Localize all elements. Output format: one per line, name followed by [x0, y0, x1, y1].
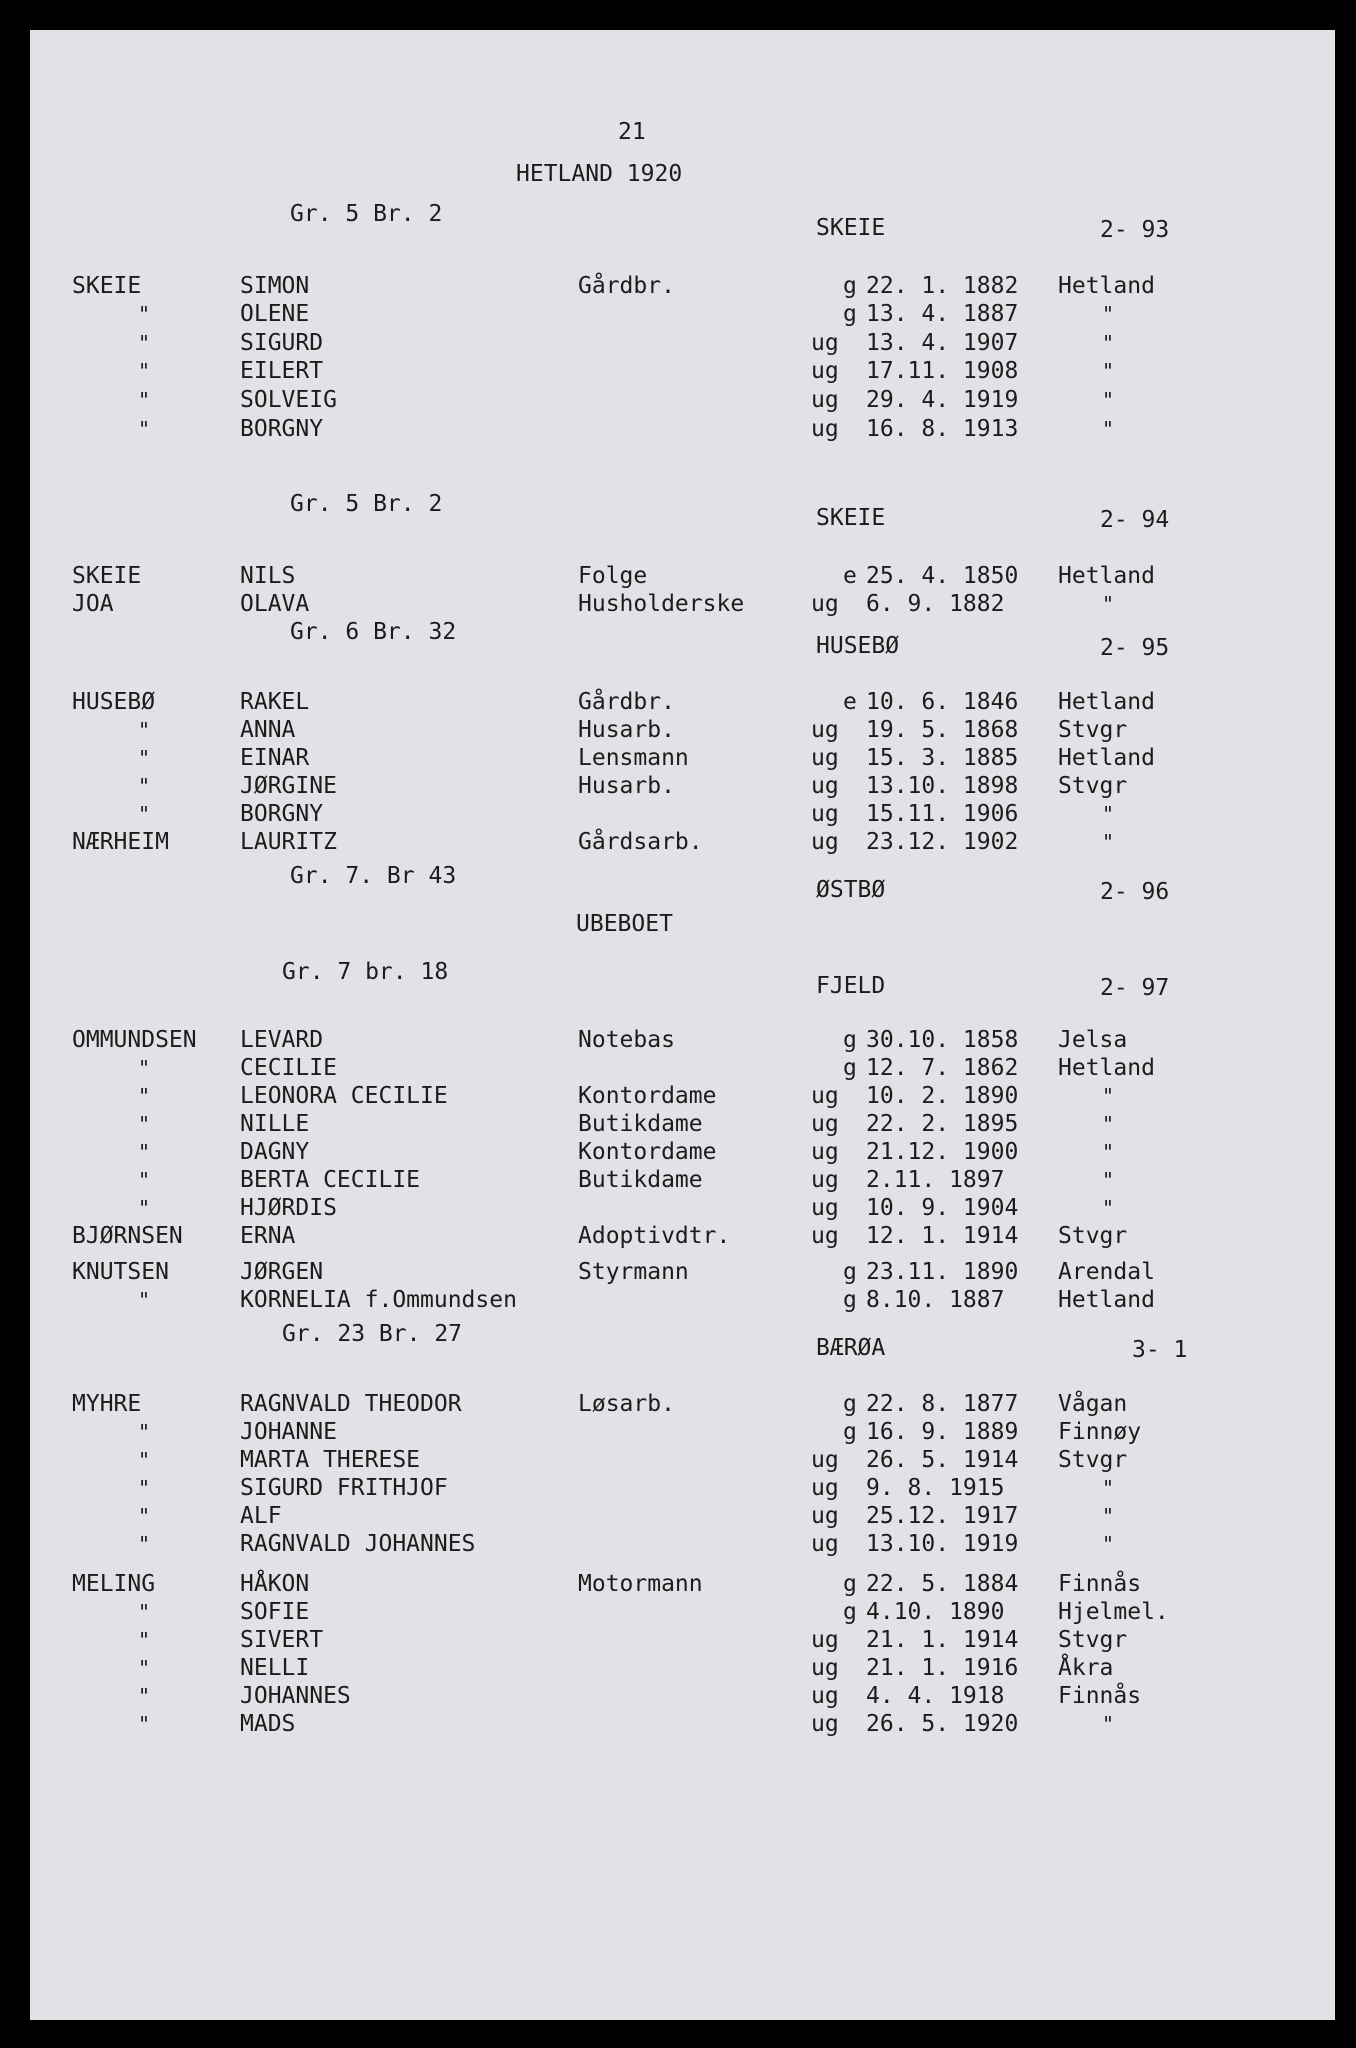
- row-birth-date: 22. 2. 1895: [866, 1111, 1019, 1137]
- row-given-name: SIGURD FRITHJOF: [240, 1475, 448, 1501]
- group-note: UBEBOET: [576, 911, 673, 937]
- row-marital-status: g: [843, 1287, 857, 1313]
- row-given-name: JØRGEN: [240, 1259, 324, 1285]
- row-occupation: Husholderske: [578, 591, 745, 617]
- row-birthplace: Stvgr: [1058, 1447, 1128, 1473]
- row-marital-status: ug: [811, 1711, 839, 1737]
- row-occupation: Notebas: [578, 1027, 675, 1053]
- row-surname: ": [138, 802, 151, 826]
- row-surname: JOA: [72, 591, 114, 617]
- row-birthplace: Jelsa: [1058, 1027, 1128, 1053]
- row-surname: ": [138, 1476, 151, 1500]
- row-marital-status: ug: [811, 801, 839, 827]
- row-birthplace: ": [1102, 1084, 1115, 1108]
- row-birth-date: 21. 1. 1916: [866, 1655, 1019, 1681]
- group-reference: 2- 93: [1100, 217, 1170, 243]
- row-marital-status: ug: [811, 773, 839, 799]
- page-number: 21: [618, 119, 646, 145]
- row-occupation: Adoptivdtr.: [578, 1223, 731, 1249]
- row-occupation: Kontordame: [578, 1139, 717, 1165]
- row-marital-status: ug: [811, 1111, 839, 1137]
- group-reference: 2- 95: [1100, 635, 1170, 661]
- row-birth-date: 22. 8. 1877: [866, 1391, 1019, 1417]
- row-surname: ": [138, 1168, 151, 1192]
- row-occupation: Lensmann: [578, 745, 689, 771]
- row-given-name: BERTA CECILIE: [240, 1167, 421, 1193]
- row-marital-status: ug: [811, 829, 839, 855]
- group-gr-br: Gr. 5 Br. 2: [290, 491, 443, 517]
- row-birthplace: ": [1102, 1476, 1115, 1500]
- row-given-name: ANNA: [240, 717, 296, 743]
- row-marital-status: ug: [811, 717, 839, 743]
- row-birthplace: Hetland: [1058, 273, 1155, 299]
- group-place: ØSTBØ: [816, 877, 886, 903]
- document-page: [30, 30, 1335, 2020]
- row-given-name: JØRGINE: [240, 773, 337, 799]
- row-birth-date: 30.10. 1858: [866, 1027, 1019, 1053]
- row-birth-date: 21.12. 1900: [866, 1139, 1019, 1165]
- row-birth-date: 16. 9. 1889: [866, 1419, 1019, 1445]
- row-surname: SKEIE: [72, 273, 142, 299]
- row-marital-status: ug: [811, 1627, 839, 1653]
- row-surname: ": [138, 359, 151, 383]
- row-given-name: ERNA: [240, 1223, 296, 1249]
- row-given-name: RAGNVALD JOHANNES: [240, 1531, 476, 1557]
- row-birthplace: ": [1102, 1140, 1115, 1164]
- row-birth-date: 4. 4. 1918: [866, 1683, 1005, 1709]
- row-occupation: Butikdame: [578, 1111, 703, 1137]
- group-place: SKEIE: [816, 215, 886, 241]
- row-birth-date: 22. 1. 1882: [866, 273, 1019, 299]
- group-gr-br: Gr. 7 br. 18: [282, 959, 449, 985]
- row-birthplace: ": [1102, 1112, 1115, 1136]
- row-birth-date: 23.11. 1890: [866, 1259, 1019, 1285]
- row-marital-status: ug: [811, 387, 839, 413]
- row-marital-status: ug: [811, 358, 839, 384]
- row-birth-date: 13.10. 1898: [866, 773, 1019, 799]
- row-birthplace: ": [1102, 1168, 1115, 1192]
- row-occupation: Folge: [578, 563, 648, 589]
- row-birthplace: ": [1102, 592, 1115, 616]
- group-gr-br: Gr. 6 Br. 32: [290, 619, 457, 645]
- row-birth-date: 12. 7. 1862: [866, 1055, 1019, 1081]
- row-given-name: CECILIE: [240, 1055, 337, 1081]
- row-marital-status: ug: [811, 1655, 839, 1681]
- row-marital-status: ug: [811, 1139, 839, 1165]
- group-gr-br: Gr. 7. Br 43: [290, 863, 457, 889]
- row-marital-status: ug: [811, 1195, 839, 1221]
- row-given-name: DAGNY: [240, 1139, 310, 1165]
- row-birthplace: Hjelmel.: [1058, 1599, 1169, 1625]
- row-marital-status: ug: [811, 416, 839, 442]
- row-birth-date: 10. 9. 1904: [866, 1195, 1019, 1221]
- group-gr-br: Gr. 23 Br. 27: [282, 1321, 463, 1347]
- row-surname: ": [138, 746, 151, 770]
- row-birthplace: ": [1102, 1504, 1115, 1528]
- row-given-name: OLAVA: [240, 591, 310, 617]
- group-reference: 2- 96: [1100, 879, 1170, 905]
- row-marital-status: ug: [811, 1475, 839, 1501]
- row-marital-status: g: [843, 1259, 857, 1285]
- group-place: FJELD: [816, 973, 886, 999]
- row-surname: HUSEBØ: [72, 689, 156, 715]
- row-given-name: HÅKON: [240, 1571, 310, 1597]
- row-occupation: Gårdsarb.: [578, 829, 703, 855]
- row-surname: ": [138, 1448, 151, 1472]
- row-birthplace: Stvgr: [1058, 717, 1128, 743]
- row-birth-date: 6. 9. 1882: [866, 591, 1005, 617]
- row-birthplace: ": [1102, 331, 1115, 355]
- row-birth-date: 23.12. 1902: [866, 829, 1019, 855]
- row-birth-date: 26. 5. 1914: [866, 1447, 1019, 1473]
- row-birthplace: Stvgr: [1058, 773, 1128, 799]
- row-occupation: Kontordame: [578, 1083, 717, 1109]
- row-surname: ": [138, 1712, 151, 1736]
- row-surname: KNUTSEN: [72, 1259, 169, 1285]
- row-surname: ": [138, 417, 151, 441]
- row-marital-status: ug: [811, 1683, 839, 1709]
- row-birth-date: 13. 4. 1887: [866, 301, 1019, 327]
- row-birthplace: Arendal: [1058, 1259, 1155, 1285]
- row-birth-date: 9. 8. 1915: [866, 1475, 1005, 1501]
- row-birthplace: ": [1102, 302, 1115, 326]
- row-birth-date: 21. 1. 1914: [866, 1627, 1019, 1653]
- row-marital-status: ug: [811, 1503, 839, 1529]
- row-marital-status: e: [843, 563, 857, 589]
- row-surname: ": [138, 1600, 151, 1624]
- row-given-name: RAGNVALD THEODOR: [240, 1391, 462, 1417]
- row-birthplace: ": [1102, 1712, 1115, 1736]
- row-given-name: NILS: [240, 563, 296, 589]
- row-surname: SKEIE: [72, 563, 142, 589]
- row-birth-date: 8.10. 1887: [866, 1287, 1005, 1313]
- row-birth-date: 26. 5. 1920: [866, 1711, 1019, 1737]
- row-birth-date: 15.11. 1906: [866, 801, 1019, 827]
- row-birthplace: Hetland: [1058, 689, 1155, 715]
- row-given-name: EINAR: [240, 745, 310, 771]
- row-given-name: MARTA THERESE: [240, 1447, 421, 1473]
- group-place: SKEIE: [816, 505, 886, 531]
- row-surname: ": [138, 1532, 151, 1556]
- row-occupation: Gårdbr.: [578, 689, 675, 715]
- row-surname: ": [138, 1288, 151, 1312]
- row-given-name: EILERT: [240, 358, 324, 384]
- row-marital-status: ug: [811, 1083, 839, 1109]
- row-birthplace: Finnøy: [1058, 1419, 1142, 1445]
- row-occupation: Løsarb.: [578, 1391, 675, 1417]
- row-birthplace: Hetland: [1058, 745, 1155, 771]
- row-birthplace: Finnås: [1058, 1683, 1142, 1709]
- group-place: HUSEBØ: [816, 633, 900, 659]
- row-birth-date: 10. 6. 1846: [866, 689, 1019, 715]
- row-birth-date: 25.12. 1917: [866, 1503, 1019, 1529]
- group-reference: 3- 1: [1132, 1337, 1188, 1363]
- row-marital-status: g: [843, 1391, 857, 1417]
- row-surname: NÆRHEIM: [72, 829, 169, 855]
- row-marital-status: ug: [811, 1167, 839, 1193]
- row-birthplace: Hetland: [1058, 563, 1155, 589]
- row-birthplace: Stvgr: [1058, 1223, 1128, 1249]
- row-given-name: HJØRDIS: [240, 1195, 337, 1221]
- row-given-name: SOFIE: [240, 1599, 310, 1625]
- row-surname: ": [138, 1684, 151, 1708]
- row-birthplace: ": [1102, 1196, 1115, 1220]
- row-surname: ": [138, 1628, 151, 1652]
- row-birth-date: 12. 1. 1914: [866, 1223, 1019, 1249]
- row-surname: ": [138, 718, 151, 742]
- row-birthplace: ": [1102, 388, 1115, 412]
- row-surname: ": [138, 302, 151, 326]
- row-birthplace: Vågan: [1058, 1391, 1128, 1417]
- row-given-name: JOHANNE: [240, 1419, 337, 1445]
- row-occupation: Motormann: [578, 1571, 703, 1597]
- row-birthplace: ": [1102, 417, 1115, 441]
- group-reference: 2- 97: [1100, 975, 1170, 1001]
- row-given-name: SIVERT: [240, 1627, 324, 1653]
- row-birth-date: 19. 5. 1868: [866, 717, 1019, 743]
- row-surname: ": [138, 1056, 151, 1080]
- row-given-name: RAKEL: [240, 689, 310, 715]
- row-marital-status: g: [843, 1599, 857, 1625]
- row-birthplace: ": [1102, 830, 1115, 854]
- row-birthplace: Finnås: [1058, 1571, 1142, 1597]
- row-given-name: NILLE: [240, 1111, 310, 1137]
- row-given-name: SOLVEIG: [240, 387, 337, 413]
- row-birth-date: 13. 4. 1907: [866, 330, 1019, 356]
- row-birthplace: ": [1102, 1532, 1115, 1556]
- row-given-name: SIGURD: [240, 330, 324, 356]
- row-surname: ": [138, 331, 151, 355]
- row-occupation: Styrmann: [578, 1259, 689, 1285]
- row-birth-date: 13.10. 1919: [866, 1531, 1019, 1557]
- row-birth-date: 22. 5. 1884: [866, 1571, 1019, 1597]
- row-given-name: LAURITZ: [240, 829, 337, 855]
- row-marital-status: g: [843, 301, 857, 327]
- row-birth-date: 2.11. 1897: [866, 1167, 1005, 1193]
- row-given-name: MADS: [240, 1711, 296, 1737]
- row-occupation: Husarb.: [578, 717, 675, 743]
- row-marital-status: g: [843, 273, 857, 299]
- row-surname: ": [138, 1420, 151, 1444]
- row-given-name: BORGNY: [240, 801, 324, 827]
- row-given-name: ALF: [240, 1503, 282, 1529]
- row-marital-status: g: [843, 1055, 857, 1081]
- row-birthplace: Åkra: [1058, 1655, 1114, 1681]
- row-surname: BJØRNSEN: [72, 1223, 183, 1249]
- row-marital-status: g: [843, 1027, 857, 1053]
- row-birthplace: ": [1102, 802, 1115, 826]
- row-marital-status: ug: [811, 591, 839, 617]
- row-marital-status: ug: [811, 1447, 839, 1473]
- row-birth-date: 17.11. 1908: [866, 358, 1019, 384]
- group-gr-br: Gr. 5 Br. 2: [290, 201, 443, 227]
- page-title: HETLAND 1920: [516, 161, 683, 187]
- row-surname: ": [138, 1504, 151, 1528]
- row-surname: ": [138, 1656, 151, 1680]
- row-given-name: LEONORA CECILIE: [240, 1083, 448, 1109]
- row-birthplace: ": [1102, 359, 1115, 383]
- row-birth-date: 25. 4. 1850: [866, 563, 1019, 589]
- row-occupation: Butikdame: [578, 1167, 703, 1193]
- row-surname: ": [138, 1196, 151, 1220]
- row-given-name: OLENE: [240, 301, 310, 327]
- row-marital-status: ug: [811, 1531, 839, 1557]
- row-surname: OMMUNDSEN: [72, 1027, 197, 1053]
- row-given-name: SIMON: [240, 273, 310, 299]
- row-marital-status: e: [843, 689, 857, 715]
- row-marital-status: ug: [811, 330, 839, 356]
- group-reference: 2- 94: [1100, 507, 1170, 533]
- row-marital-status: ug: [811, 745, 839, 771]
- row-marital-status: ug: [811, 1223, 839, 1249]
- row-surname: ": [138, 1140, 151, 1164]
- row-surname: MYHRE: [72, 1391, 142, 1417]
- row-occupation: Gårdbr.: [578, 273, 675, 299]
- row-marital-status: g: [843, 1419, 857, 1445]
- row-birth-date: 29. 4. 1919: [866, 387, 1019, 413]
- row-surname: ": [138, 1084, 151, 1108]
- row-birthplace: Hetland: [1058, 1287, 1155, 1313]
- row-occupation: Husarb.: [578, 773, 675, 799]
- row-birthplace: Hetland: [1058, 1055, 1155, 1081]
- row-surname: ": [138, 774, 151, 798]
- row-birth-date: 10. 2. 1890: [866, 1083, 1019, 1109]
- row-given-name: KORNELIA f.Ommundsen: [240, 1287, 517, 1313]
- group-place: BÆRØA: [816, 1335, 886, 1361]
- row-given-name: NELLI: [240, 1655, 310, 1681]
- row-given-name: LEVARD: [240, 1027, 324, 1053]
- row-birth-date: 15. 3. 1885: [866, 745, 1019, 771]
- row-surname: ": [138, 388, 151, 412]
- row-birth-date: 4.10. 1890: [866, 1599, 1005, 1625]
- row-surname: ": [138, 1112, 151, 1136]
- row-surname: MELING: [72, 1571, 156, 1597]
- row-birthplace: Stvgr: [1058, 1627, 1128, 1653]
- row-birth-date: 16. 8. 1913: [866, 416, 1019, 442]
- row-given-name: BORGNY: [240, 416, 324, 442]
- row-given-name: JOHANNES: [240, 1683, 351, 1709]
- row-marital-status: g: [843, 1571, 857, 1597]
